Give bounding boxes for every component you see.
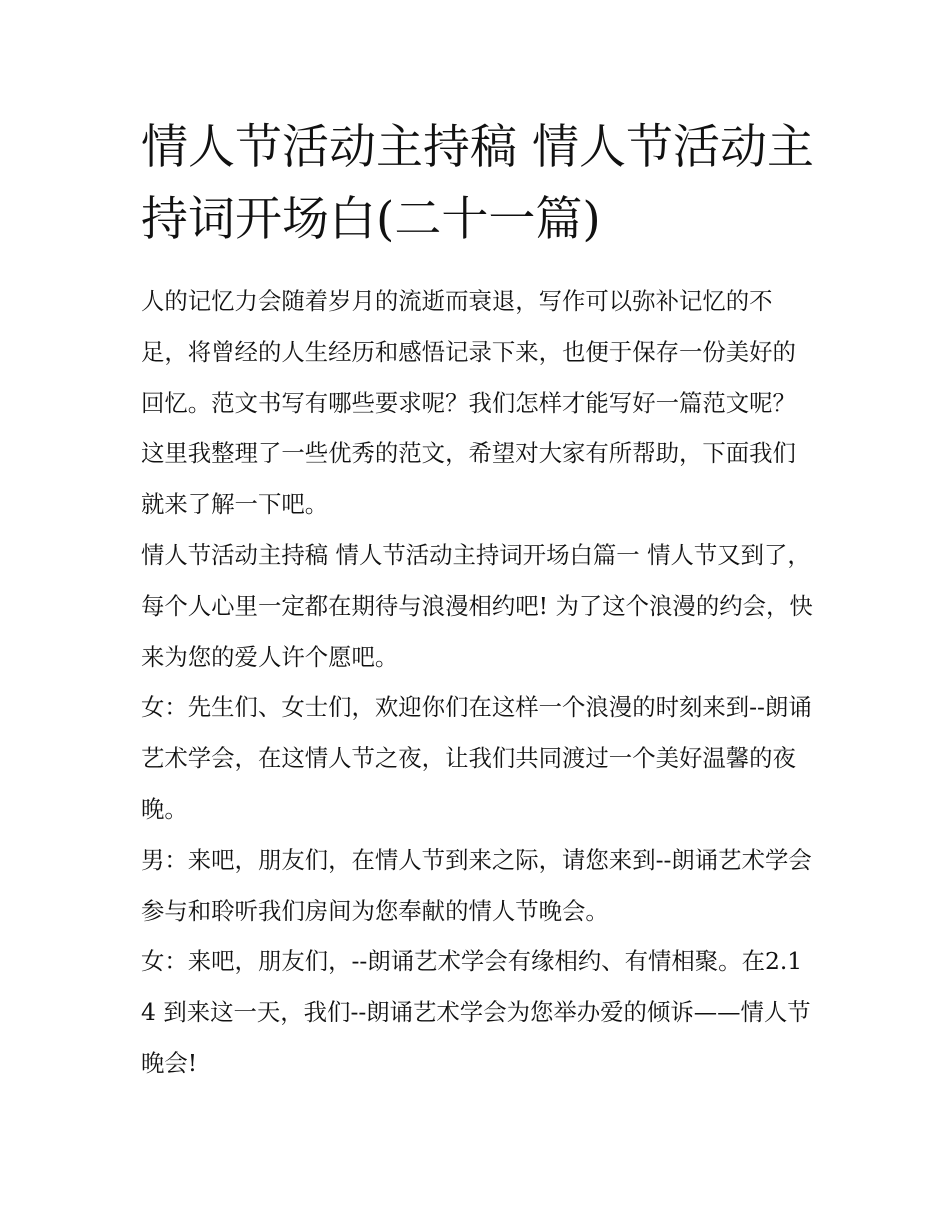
paragraph-female-host-1: 女：先生们、女士们，欢迎你们在这样一个浪漫的时刻来到--朗诵艺术学会，在这情人节之夜，让我们共同渡过一个美好温馨的夜晚。 bbox=[141, 693, 812, 823]
paragraph-opening: 情人节活动主持稿 情人节活动主持词开场白篇一 情人节又到了，每个人心里一定都在期待与浪漫相约吧! 为了这个浪漫的约会，快来为您的爱人许个愿吧。 bbox=[141, 540, 813, 671]
document-body bbox=[141, 276, 813, 1089]
paragraph-male-host-1: 男：来吧，朋友们，在情人节到来之际，请您来到--朗诵艺术学会参与和聆听我们房间为您奉献的情人节晚会。 bbox=[141, 845, 812, 925]
paragraph-intro: 人的记忆力会随着岁月的流逝而衰退，写作可以弥补记忆的不足，将曾经的人生经历和感悟记录下来，也便于保存一份美好的回忆。范文书写有哪些要求呢？我们怎样才能写好一篇范文呢？这里我整理了一些优秀的范文，希望对大家有所帮助，下面我们就来了解一下吧。 bbox=[141, 287, 796, 519]
paragraph-female-host-2: 女：来吧，朋友们，--朗诵艺术学会有缘相约、有情相聚。在2.14 到来这一天，我们--朗诵艺术学会为您举办爱的倾诉——情人节晚会! bbox=[141, 947, 811, 1077]
document-title: 情人节活动主持稿 情人节活动主持词开场白(二十一篇) bbox=[141, 120, 814, 247]
